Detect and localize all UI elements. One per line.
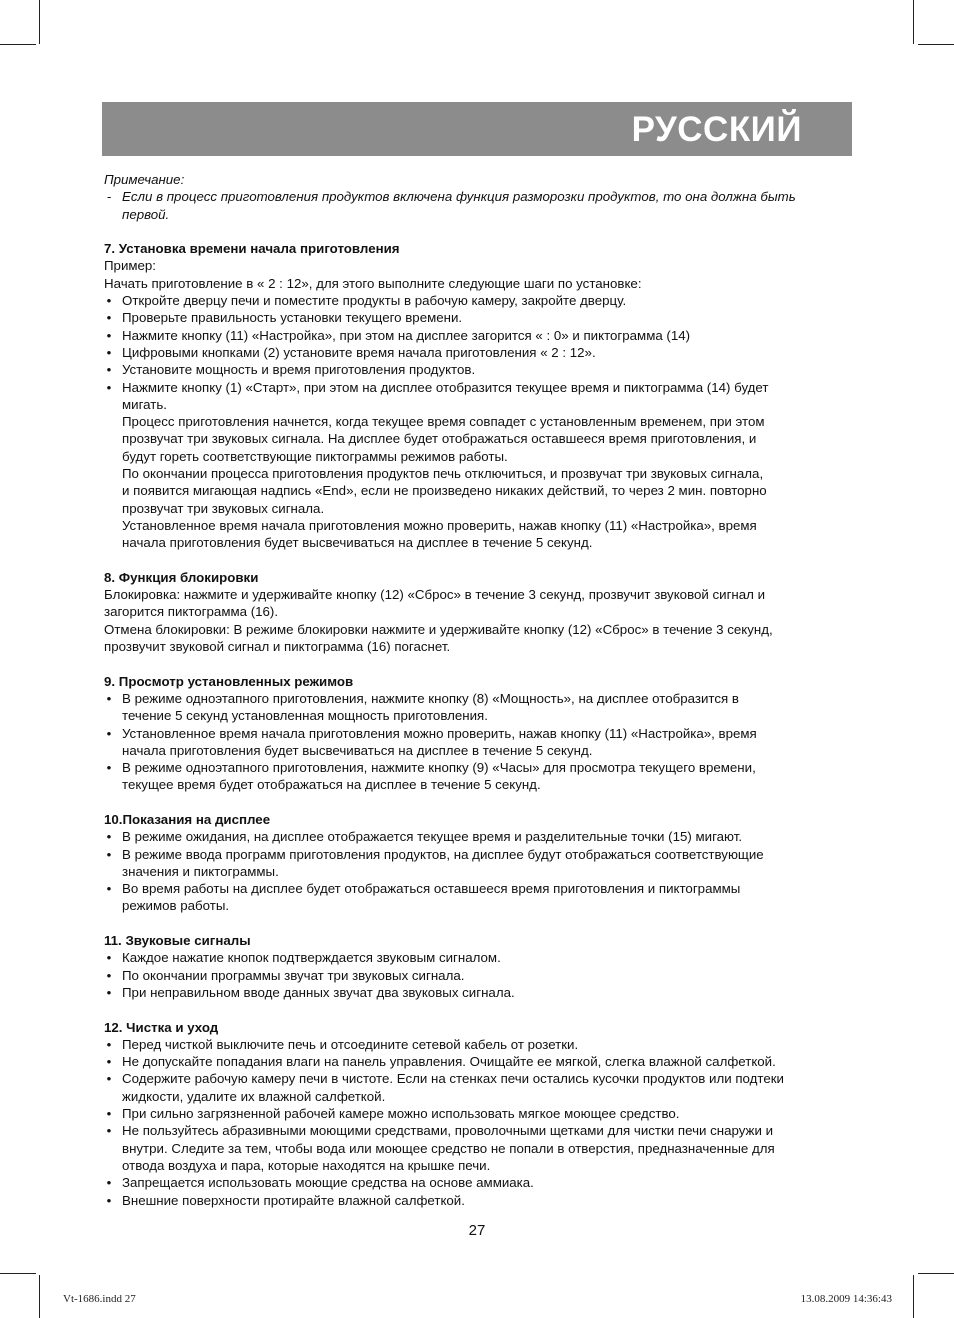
- bullet-dot: •: [106, 967, 112, 983]
- bullet-line: Цифровыми кнопками (2) установите время начала приготовления « 2 : 12».: [122, 344, 596, 360]
- spacer: [104, 794, 852, 811]
- bullet-item: [104, 1174, 852, 1191]
- bullet-dot: •: [106, 344, 112, 360]
- bullet-item: [104, 292, 852, 309]
- bullet-item: [104, 327, 852, 344]
- bullet-dot: •: [106, 1123, 112, 1139]
- spacer: [104, 655, 852, 672]
- bullet-line: Не пользуйтесь абразивными моющими средствами, проволочными щетками для чистки печи снаружи и: [122, 1123, 774, 1139]
- bullet-line: В режиме ожидания, на дисплее отображается текущее время и разделительные точки (15) мигают.: [122, 829, 743, 845]
- bullet-line: и появится мигающая надпись «End», если не произведено никаких действий, то через 2 мин. повторно: [122, 483, 767, 499]
- bullet-dot: •: [106, 1106, 112, 1122]
- note-text: Если в процесс приготовления продуктов включена функция разморозки продуктов, то она должна быть: [122, 189, 796, 205]
- bullet-dot: •: [106, 690, 112, 706]
- bullet-line: прозвучат три звуковых сигнала.: [122, 500, 325, 516]
- bullet-line: текущее время будет отображаться на дисплее в течение 5 секунд.: [122, 777, 541, 793]
- bullet-dot: •: [106, 881, 112, 897]
- paragraph-line: прозвучит звуковой сигнал и пиктограмма (16) погаснет.: [104, 639, 451, 655]
- bullet-dot: •: [106, 1175, 112, 1191]
- bullet-dot: •: [106, 379, 112, 395]
- bullet-line: Нажмите кнопку (11) «Настройка», при этом на дисплее загорится « : 0» и пиктограмма (14): [122, 327, 691, 343]
- crop-mark: [913, 0, 914, 44]
- spacer: [104, 552, 852, 569]
- bullet-line: Содержите рабочую камеру печи в чистоте. Если на стенках печи остались кусочки продуктов или подтеки: [122, 1071, 784, 1087]
- bullet-line: При сильно загрязненной рабочей камере можно использовать мягкое моющее средство.: [122, 1106, 680, 1122]
- note-line: [104, 206, 852, 223]
- bullet-dot: •: [106, 1071, 112, 1087]
- section-heading: 11. Звуковые сигналы: [104, 933, 251, 949]
- section: [104, 1019, 852, 1209]
- crop-mark: [918, 1273, 954, 1274]
- paragraph-line: загорится пиктограмма (16).: [104, 604, 279, 620]
- bullet-dot: •: [106, 829, 112, 845]
- bullet-item: [104, 1036, 852, 1053]
- bullet-item: [104, 984, 852, 1001]
- bullet-dot: •: [106, 310, 112, 326]
- section-heading: 7. Установка времени начала приготовления: [104, 241, 400, 257]
- crop-mark: [918, 44, 954, 45]
- bullet-item: [104, 1070, 852, 1105]
- bullet-line: По окончании процесса приготовления продуктов печь отключиться, и прозвучат три звуковых сигнала,: [122, 466, 764, 482]
- bullet-item: [104, 1192, 852, 1209]
- bullet-item: [104, 1105, 852, 1122]
- paragraph-line: Пример:: [104, 258, 157, 274]
- bullet-line: жидкости, удалите их влажной салфеткой.: [122, 1088, 386, 1104]
- bullet-item: [104, 344, 852, 361]
- bullet-item: [104, 949, 852, 966]
- bullet-line: режимов работы.: [122, 898, 230, 914]
- bullet-dot: •: [106, 327, 112, 343]
- bullet-line: Перед чисткой выключите печь и отсоедините сетевой кабель от розетки.: [122, 1036, 579, 1052]
- bullet-dot: •: [106, 1036, 112, 1052]
- language-title: РУССКИЙ: [631, 110, 802, 149]
- bullet-item: [104, 379, 852, 552]
- bullet-dot: •: [106, 1054, 112, 1070]
- bullet-line: Каждое нажатие кнопок подтверждается звуковым сигналом.: [122, 950, 501, 966]
- bullet-line: В режиме ввода программ приготовления продуктов, на дисплее будут отображаться соответствующие: [122, 846, 764, 862]
- section: [104, 811, 852, 915]
- bullet-item: [104, 725, 852, 760]
- bullet-item: [104, 1053, 852, 1070]
- bullet-dot: •: [106, 362, 112, 378]
- bullet-line: При неправильном вводе данных звучат два звуковых сигнала.: [122, 984, 515, 1000]
- section: [104, 932, 852, 1001]
- crop-mark: [39, 1275, 40, 1318]
- bullet-line: Запрещается использовать моющие средства на основе аммиака.: [122, 1175, 534, 1191]
- note-label: Примечание:: [104, 172, 185, 187]
- section: [104, 569, 852, 655]
- section-heading: 12. Чистка и уход: [104, 1019, 219, 1035]
- section: [104, 673, 852, 794]
- bullet-line: начала приготовления будет высвечиваться на дисплее в течение 5 секунд.: [122, 535, 593, 551]
- paragraph-line: Начать приготовление в « 2 : 12», для этого выполните следующие шаги по установке:: [104, 275, 642, 291]
- bullet-line: значения и пиктограммы.: [122, 863, 279, 879]
- bullet-line: Откройте дверцу печи и поместите продукты в рабочую камеру, закройте дверцу.: [122, 293, 627, 309]
- bullet-line: Установите мощность и время приготовления продуктов.: [122, 362, 476, 378]
- note-text: первой.: [122, 206, 170, 222]
- crop-mark: [0, 1273, 36, 1274]
- bullet-line: внутри. Следите за тем, чтобы вода или моющее средство не попали в отверстия, предназначенные для: [122, 1140, 775, 1156]
- bullet-item: [104, 759, 852, 794]
- spacer: [104, 915, 852, 932]
- crop-mark: [0, 44, 36, 45]
- bullet-line: В режиме одноэтапного приготовления, нажмите кнопку (9) «Часы» для просмотра текущего времени,: [122, 760, 756, 776]
- bullet-item: [104, 967, 852, 984]
- bullet-line: Внешние поверхности протирайте влажной салфеткой.: [122, 1192, 465, 1208]
- bullet-line: Установленное время начала приготовления можно проверить, нажав кнопку (11) «Настройка», время: [122, 517, 757, 533]
- bullet-dot: •: [106, 1192, 112, 1208]
- bullet-dot: •: [106, 846, 112, 862]
- paragraph-line: Отмена блокировки: В режиме блокировки нажмите и удерживайте кнопку (12) «Сброс» в течение 3 секунд,: [104, 621, 773, 637]
- section: [104, 240, 852, 551]
- bullet-line: начала приготовления будет высвечиваться на дисплее в течение 5 секунд.: [122, 742, 593, 758]
- section-heading: 9. Просмотр установленных режимов: [104, 673, 354, 689]
- bullet-item: [104, 846, 852, 881]
- bullet-dot: •: [106, 760, 112, 776]
- bullet-line: течение 5 секунд установленная мощность приготовления.: [122, 708, 488, 724]
- bullet-line: По окончании программы звучат три звуковых сигнала.: [122, 967, 465, 983]
- bullet-line: Нажмите кнопку (1) «Старт», при этом на дисплее отобразится текущее время и пиктограмма (14) будет: [122, 379, 769, 395]
- note-line: [104, 188, 852, 205]
- bullet-line: Во время работы на дисплее будет отображаться оставшееся время приготовления и пиктограммы: [122, 881, 741, 897]
- footer-file-name: Vt-1686.indd 27: [63, 1293, 136, 1305]
- section-heading: 10.Показания на дисплее: [104, 811, 271, 827]
- spacer: [104, 223, 852, 240]
- note-dash: -: [106, 189, 112, 205]
- page-number: 27: [468, 1222, 486, 1239]
- bullet-dot: •: [106, 984, 112, 1000]
- note-block: [104, 171, 852, 223]
- bullet-item: [104, 309, 852, 326]
- bullet-dot: •: [106, 293, 112, 309]
- bullet-item: [104, 828, 852, 845]
- bullet-item: [104, 1122, 852, 1174]
- bullet-line: будут гореть соответствующие пиктограммы режимов работы.: [122, 448, 508, 464]
- bullet-dot: •: [106, 725, 112, 741]
- bullet-line: Процесс приготовления начнется, когда текущее время совпадет с установленным временем, при этом: [122, 414, 765, 430]
- bullet-line: Не допускайте попадания влаги на панель управления. Очищайте ее мягкой, слегка влажной салфеткой.: [122, 1054, 776, 1070]
- crop-mark: [913, 1275, 914, 1318]
- bullet-item: [104, 880, 852, 915]
- bullet-line: отвода воздуха и пара, которые находятся на крышке печи.: [122, 1157, 491, 1173]
- bullet-line: мигать.: [122, 396, 167, 412]
- footer-timestamp: 13.08.2009 14:36:43: [800, 1293, 892, 1305]
- spacer: [104, 1001, 852, 1018]
- paragraph-line: Блокировка: нажмите и удерживайте кнопку (12) «Сброс» в течение 3 секунд, прозвучит звуковой сигнал и: [104, 587, 766, 603]
- bullet-dot: •: [106, 950, 112, 966]
- document-body: [104, 171, 852, 1209]
- bullet-line: Установленное время начала приготовления можно проверить, нажав кнопку (11) «Настройка», время: [122, 725, 757, 741]
- bullet-line: Проверьте правильность установки текущего времени.: [122, 310, 463, 326]
- bullet-item: [104, 361, 852, 378]
- crop-mark: [39, 0, 40, 44]
- bullet-line: прозвучат три звуковых сигнала. На дисплее будет отображаться оставшееся время приготовления, и: [122, 431, 757, 447]
- bullet-item: [104, 690, 852, 725]
- bullet-line: В режиме одноэтапного приготовления, нажмите кнопку (8) «Мощность», на дисплее отобразится в: [122, 690, 739, 706]
- language-header-bar: [102, 102, 852, 156]
- section-heading: 8. Функция блокировки: [104, 569, 259, 585]
